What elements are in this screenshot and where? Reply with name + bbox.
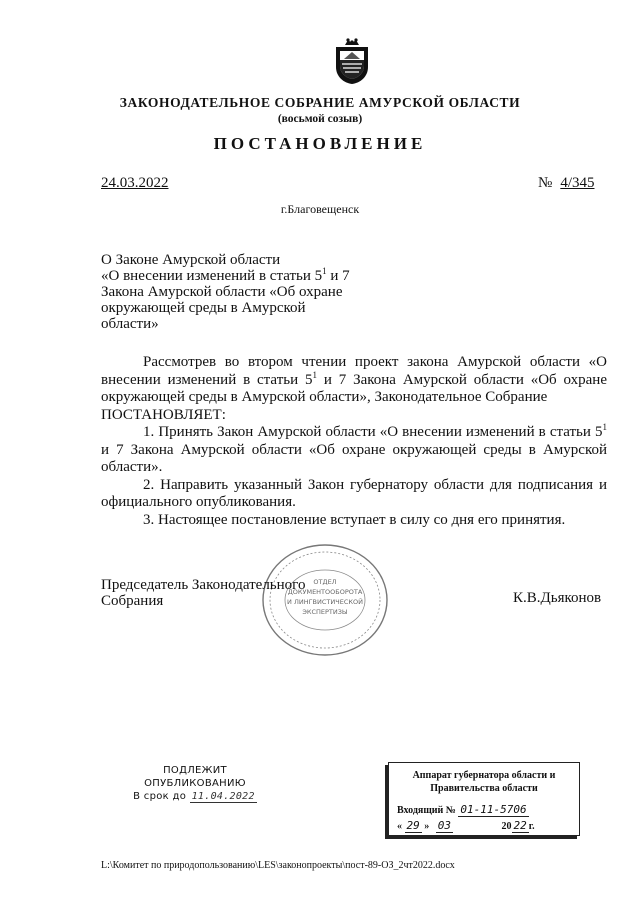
resolution-item-3: 3. Настоящее постановление вступает в силу со дня его принятия. [143, 511, 566, 528]
incoming-number-row: Входящий № 01-11-5706 [397, 803, 527, 816]
signatory-name: К.В.Дьяконов [513, 590, 602, 606]
resolution-item-1: 1. Принять Закон Амурской области «О внесении изменений в статьи $5^1$ и 7 Закона Амурской области «Об охране окружающей среды в Амурской области». [101, 422, 607, 475]
publication-note: ПОДЛЕЖИТ ОПУБЛИКОВАНИЮ В срок до 11.04.2022 [133, 765, 255, 802]
incoming-date-row: « 29 » 03 20 22 г. [397, 819, 535, 832]
resolves-heading: ПОСТАНОВЛЯЕТ: [101, 406, 226, 423]
number-sign: № [538, 175, 553, 191]
document-subject [101, 252, 401, 332]
seal-text-4: ЭКСПЕРТИЗЫ [302, 608, 348, 616]
file-path-footer: L:\Комитет по природопользованию\LES\законопроекты\пост-89-ОЗ_2чт2022.docx [101, 860, 455, 871]
signatory-title: Председатель Законодательного Собрания [101, 577, 306, 609]
subject-line: окружающей среды в Амурской [101, 300, 306, 316]
document-type-title: ПОСТАНОВЛЕНИЕ [213, 134, 427, 153]
publication-deadline: 11.04.2022 [191, 791, 255, 802]
seal-text-1: ОТДЕЛ [313, 578, 337, 586]
seal-text-2: ДОКУМЕНТООБОРОТА [287, 588, 363, 596]
document-date: 24.03.2022 [101, 175, 169, 191]
subject-line: Закона Амурской области «Об охране [101, 284, 343, 300]
city: г.Благовещенск [280, 202, 360, 216]
seal-text-3: И ЛИНГВИСТИЧЕСКОЙ [287, 598, 363, 606]
incoming-registration-stamp [388, 762, 580, 836]
coat-of-arms-emblem [331, 37, 373, 85]
stamp-header: Аппарат губернатора области и Правительства области [412, 770, 556, 794]
document-body [101, 354, 607, 529]
subject-line: О Законе Амурской области [101, 252, 281, 268]
number-value: 4/345 [560, 175, 595, 191]
incoming-number: 01-11-5706 [460, 803, 527, 816]
subject-line: «О внесении изменений в статьи $5^1$ и 7 [101, 266, 350, 284]
document-number [538, 175, 594, 192]
subject-line: области» [101, 316, 159, 332]
organization-title: ЗАКОНОДАТЕЛЬНОЕ СОБРАНИЕ АМУРСКОЙ ОБЛАСТИ [119, 95, 521, 110]
convocation: (восьмой созыв) [277, 113, 363, 125]
resolution-item-2: 2. Направить указанный Закон губернатору области для подписания и официального опубликования. [101, 476, 607, 510]
preamble-paragraph: Рассмотрев во втором чтении проект закона Амурской области «О внесении изменений в статьи $5^1$ и 7 Закона Амурской области «Об охране окружающей среды в Амурской области», Законодательное Собрание [101, 354, 607, 405]
